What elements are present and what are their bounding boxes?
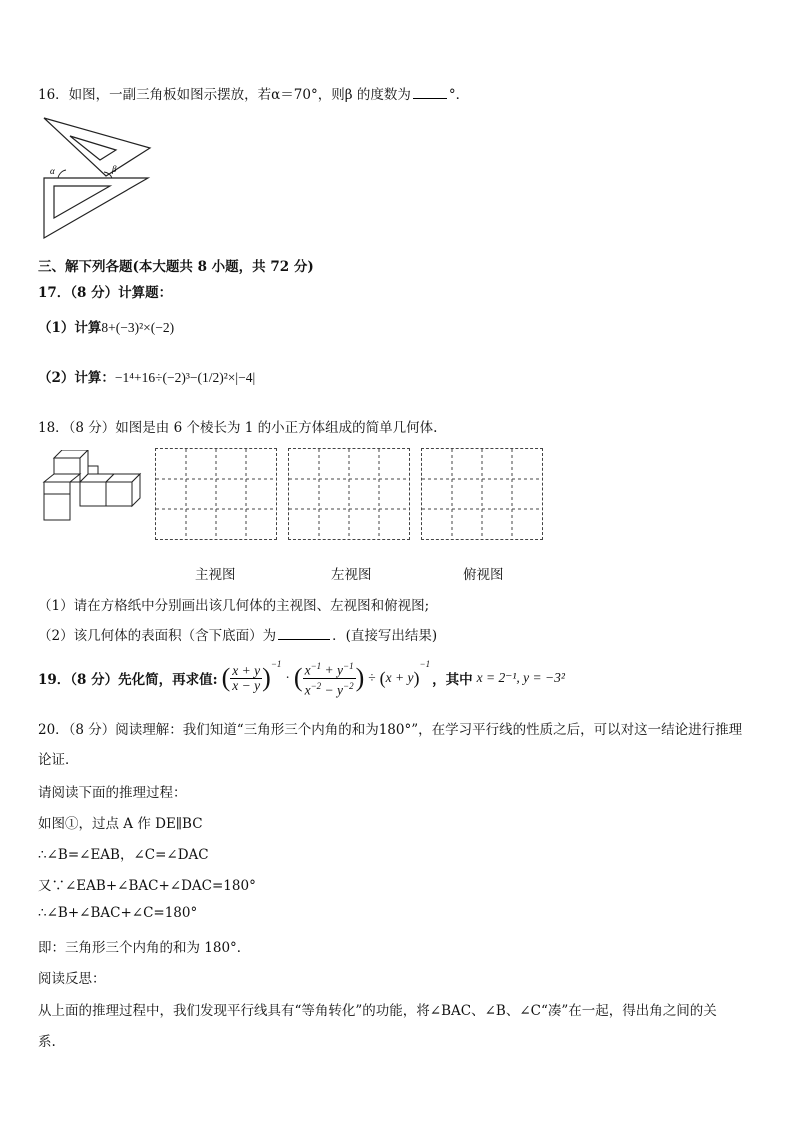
q19-tail: ，其中 (432, 672, 473, 688)
grid-top[interactable] (421, 448, 543, 540)
alpha-label: α (50, 166, 55, 176)
cube-bottom (44, 494, 70, 520)
q20-line-2: 论证． (38, 752, 79, 768)
q16-blank[interactable] (413, 98, 447, 99)
q18-part2 (38, 624, 437, 644)
q17-part1-expr: 8+(−3)²×(−2) (101, 320, 175, 335)
q17-part2-expr: −1⁴+16÷(−2)³−(1/2)²×|−4| (114, 370, 256, 385)
alpha-arc (58, 170, 66, 178)
caption-left-view: 左视图 (331, 567, 372, 582)
q19-line (38, 656, 565, 700)
q18-part2-b: ．(直接写出结果) (332, 628, 438, 644)
q17-part1 (38, 316, 174, 336)
q20-line-4: 如图①，过点 A 作 DE∥BC (38, 816, 203, 832)
grid-left[interactable] (288, 448, 410, 540)
beta-label: β (112, 164, 117, 174)
q20-line-8: 即：三角形三个内角的和为 180°． (38, 940, 251, 956)
q18-title: 18．（8 分）如图是由 6 个棱长为 1 的小正方体组成的简单几何体. (38, 420, 438, 436)
cube-mid-3 (106, 482, 132, 506)
q17-title: 17．（8 分）计算题： (38, 285, 173, 301)
cube-figure (40, 450, 142, 524)
q17-part2 (38, 366, 255, 386)
q20-line-7: ∴∠B+∠BAC+∠C=180° (38, 905, 198, 921)
q18-part1: （1）请在方格纸中分别画出该几何体的主视图、左视图和俯视图; (38, 598, 430, 614)
q20-line-10: 从上面的推理过程中，我们发现平行线具有“等角转化”的功能，将∠BAC、∠B、∠C“凑”在一起，得出角之间的关 (38, 1003, 717, 1019)
grid-front[interactable] (155, 448, 277, 540)
q18-blank[interactable] (278, 639, 330, 640)
q20-line-9: 阅读反思： (38, 971, 106, 987)
q17-part2-label: （2）计算： (38, 370, 115, 386)
upper-triangle-outer (44, 118, 150, 176)
q16-line (38, 83, 469, 103)
lower-triangle-inner (54, 186, 110, 218)
cube-mid-2 (80, 482, 106, 506)
section-3-title: 三、解下列各题(本大题共 8 小题，共 72 分) (38, 259, 314, 275)
q20-line-3: 请阅读下面的推理过程： (38, 785, 187, 801)
caption-top-view: 俯视图 (463, 567, 504, 582)
q16-text: 16．如图，一副三角板如图示摆放，若α＝70°，则β 的度数为 (38, 87, 411, 103)
q20-line-5: ∴∠B=∠EAB，∠C=∠DAC (38, 847, 209, 863)
lower-triangle-outer (44, 178, 148, 238)
q20-line-11: 系. (38, 1034, 56, 1050)
q20-line-1: 20．（8 分）阅读理解：我们知道“三角形三个内角的和为180°”，在学习平行线的性质之后，可以对这一结论进行推理 (38, 722, 743, 738)
q19-expression: ( $\frac{x + y}{x - y}$ ) $^{-1}$ · ( $\frac{x^{-1} + y^{-1}}{x^{-2} - y^{-2}}$ ) ÷ ( x + y ) $^{-1}$ (221, 659, 431, 697)
q20-line-6: 又∵∠EAB+∠BAC+∠DAC=180° (38, 878, 256, 894)
set-square-figure (40, 114, 152, 242)
q16-tail: °． (448, 87, 470, 103)
q19-condition: x = 2⁻¹, y = −3² (476, 670, 565, 685)
q18-part2-a: （2）该几何体的表面积（含下底面）为 (38, 628, 277, 644)
q19-label: 19．（8 分）先化简，再求值: (38, 672, 218, 688)
caption-front-view: 主视图 (195, 567, 236, 582)
q17-part1-label: （1）计算 (38, 320, 102, 336)
